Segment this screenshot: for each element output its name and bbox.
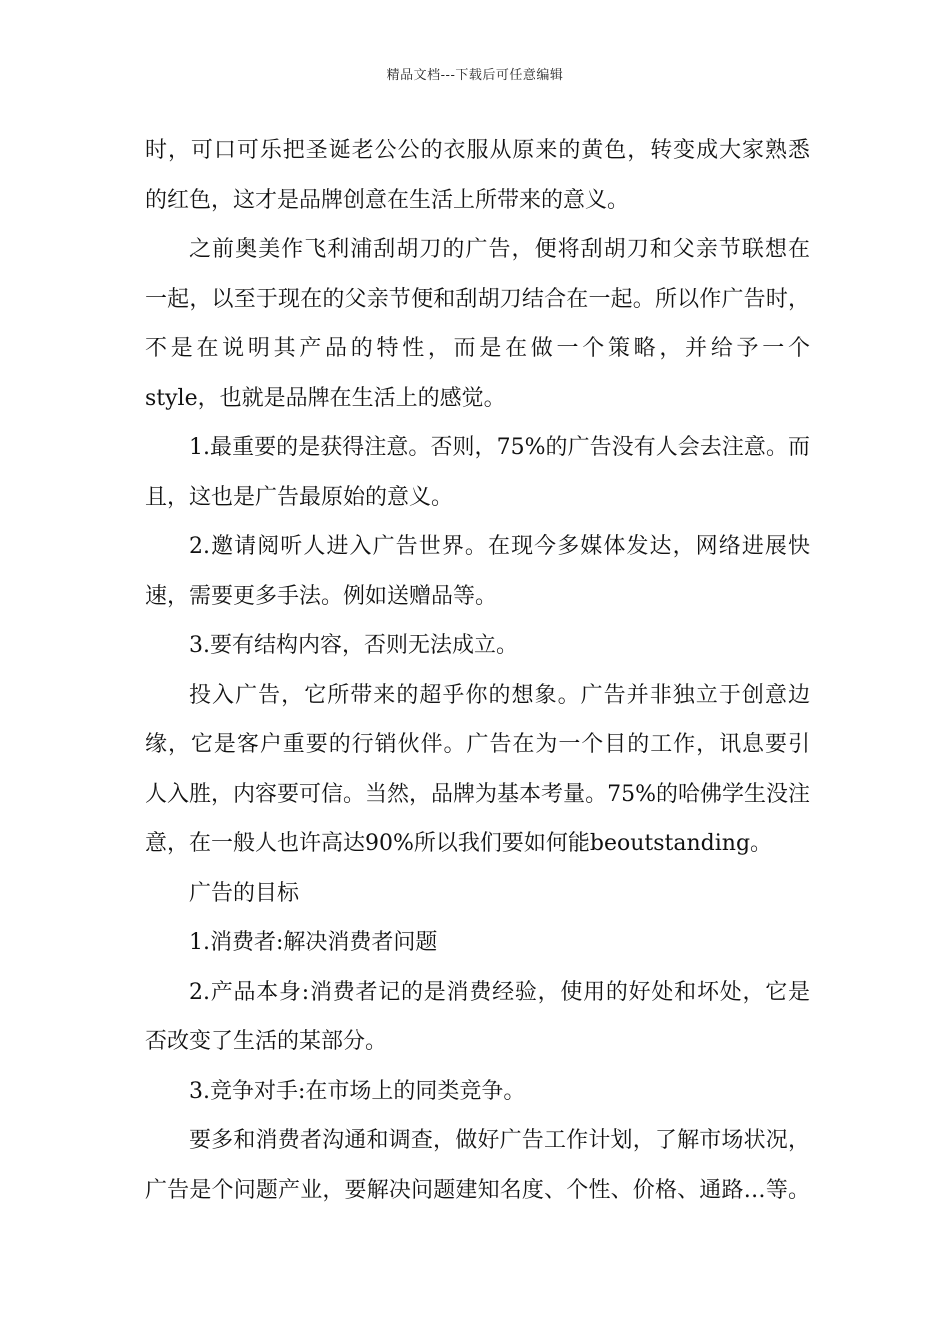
paragraph-5 <box>145 621 810 671</box>
text-line: 的红色，这才是品牌创意在生活上所带来的意义。 <box>145 187 630 213</box>
document-body <box>145 126 810 1215</box>
paragraph-11 <box>145 1116 810 1215</box>
text-line: 1.最重要的是获得注意。否则，75%的广告没有人会去注意。而 <box>189 435 810 460</box>
text-line: 广告的目标 <box>189 880 300 906</box>
text-line: 投入广告，它所带来的超乎你的想象。广告并非独立于创意边 <box>189 682 810 708</box>
text-line: 速，需要更多手法。例如送赠品等。 <box>145 583 498 609</box>
section-heading <box>145 869 810 919</box>
text-line: 要多和消费者沟通和调查，做好广告工作计划，了解市场状况， <box>189 1128 810 1153</box>
text-line: 不是在说明其产品的特性，而是在做一个策略，并给予一个 <box>145 336 810 361</box>
text-line: 之前奥美作飞利浦刮胡刀的广告，便将刮胡刀和父亲节联想在 <box>189 237 810 262</box>
paragraph-2 <box>145 225 810 423</box>
page-header: 精品文档---下载后可任意编辑 <box>386 68 564 83</box>
text-line: 1.消费者:解决消费者问题 <box>189 930 438 955</box>
text-line: 人入胜，内容要可信。当然，品牌为基本考量。75%的哈佛学生没注 <box>145 781 810 807</box>
text-line: 3.竞争对手:在市场上的同类竞争。 <box>189 1078 526 1104</box>
text-line: 广告是个问题产业，要解决问题建知名度、个性、价格、通路…等。 <box>145 1177 810 1203</box>
text-line: style，也就是品牌在生活上的感觉。 <box>145 385 506 411</box>
text-line: 时，可口可乐把圣诞老公公的衣服从原来的黄色，转变成大家熟悉 <box>145 138 810 163</box>
text-line: 2.邀请阅听人进入广告世界。在现今多媒体发达，网络进展快 <box>189 534 810 559</box>
paragraph-9 <box>145 968 810 1067</box>
paragraph-6 <box>145 671 810 869</box>
paragraph-3 <box>145 423 810 522</box>
text-line: 否改变了生活的某部分。 <box>145 1029 388 1054</box>
text-line: 一起，以至于现在的父亲节便和刮胡刀结合在一起。所以作广告时， <box>145 286 810 312</box>
text-line: 3.要有结构内容，否则无法成立。 <box>189 633 518 658</box>
text-line: 且，这也是广告最原始的意义。 <box>145 484 454 510</box>
paragraph-8 <box>145 918 810 968</box>
text-line: 2.产品本身:消费者记的是消费经验，使用的好处和坏处，它是 <box>189 979 810 1005</box>
paragraph-4 <box>145 522 810 621</box>
text-line: 缘，它是客户重要的行销伙伴。广告在为一个目的工作，讯息要引 <box>145 732 810 757</box>
paragraph-10 <box>145 1067 810 1117</box>
text-line: 意，在一般人也许高达90%所以我们要如何能beoutstanding。 <box>145 831 773 856</box>
paragraph-1 <box>145 126 810 225</box>
